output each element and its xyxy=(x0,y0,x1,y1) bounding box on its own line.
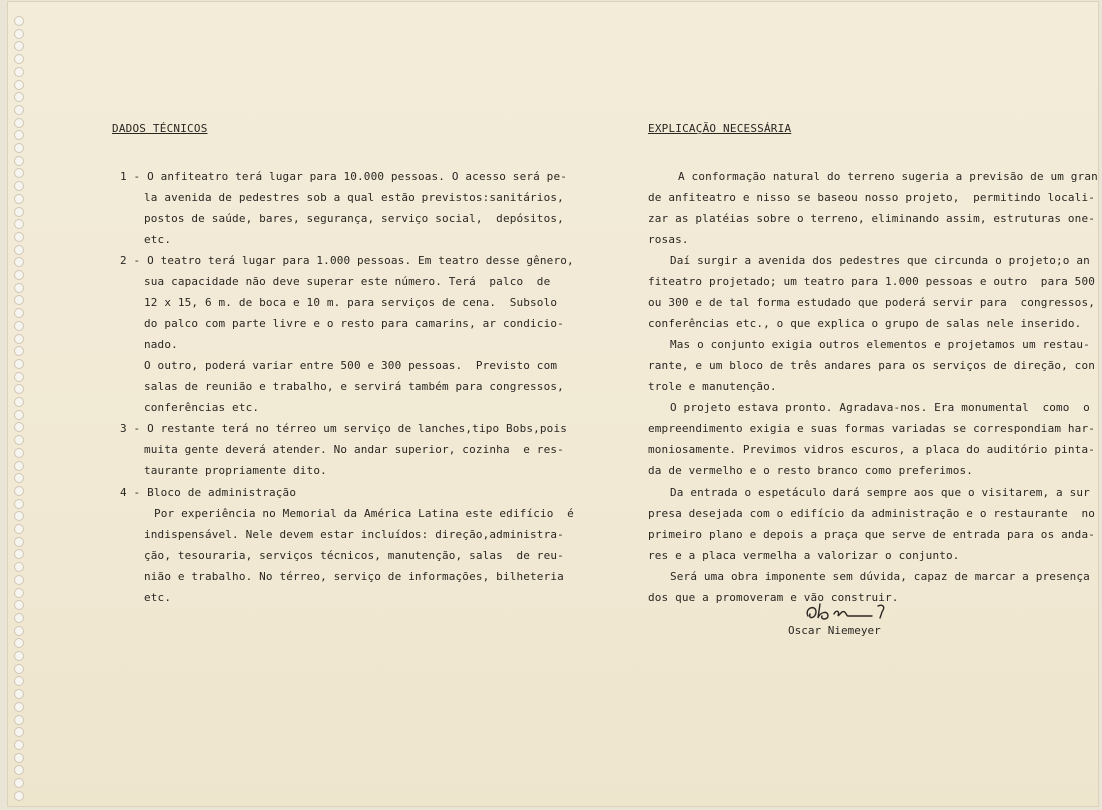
binder-hole xyxy=(14,588,24,598)
text-line: conferências etc. xyxy=(144,401,260,414)
binder-hole xyxy=(14,486,24,496)
binder-hole xyxy=(14,537,24,547)
technical-data-heading: DADOS TÉCNICOS xyxy=(112,122,208,135)
binder-hole xyxy=(14,194,24,204)
binder-hole xyxy=(14,562,24,572)
text-line: ou 300 e de tal forma estudado que poderá servir para congressos, xyxy=(648,296,1095,309)
binder-hole xyxy=(14,334,24,344)
binder-hole xyxy=(14,245,24,255)
binder-hole xyxy=(14,575,24,585)
text-line: primeiro plano e depois a praça que serve de entrada para os anda- xyxy=(648,528,1095,541)
text-line: etc. xyxy=(144,233,172,246)
binder-hole xyxy=(14,54,24,64)
binder-hole xyxy=(14,524,24,534)
binder-hole xyxy=(14,473,24,483)
text-line: zar as platéias sobre o terreno, eliminando assim, estruturas one- xyxy=(648,212,1095,225)
binder-hole xyxy=(14,664,24,674)
binder-hole xyxy=(14,702,24,712)
binder-hole xyxy=(14,321,24,331)
text-line: salas de reunião e trabalho, e servirá também para congressos, xyxy=(144,380,564,393)
binder-hole xyxy=(14,397,24,407)
text-line: postos de saúde, bares, segurança, serviço social, depósitos, xyxy=(144,212,564,225)
text-line: conferências etc., o que explica o grupo de salas nele inserido. xyxy=(648,317,1082,330)
binder-hole xyxy=(14,727,24,737)
binder-hole xyxy=(14,67,24,77)
text-line: taurante propriamente dito. xyxy=(144,464,327,477)
show-through-marks xyxy=(104,150,218,161)
binder-hole xyxy=(14,359,24,369)
binder-hole xyxy=(14,80,24,90)
binder-hole xyxy=(14,435,24,445)
text-line: Por experiência no Memorial da América Latina este edifício é xyxy=(154,507,574,520)
text-line: etc. xyxy=(144,591,172,604)
text-line: indispensável. Nele devem estar incluídos: direção,administra- xyxy=(144,528,564,541)
binder-hole xyxy=(14,765,24,775)
binder-hole xyxy=(14,740,24,750)
binder-hole xyxy=(14,207,24,217)
binder-hole xyxy=(14,270,24,280)
binder-hole xyxy=(14,29,24,39)
text-line: moniosamente. Previmos vidros escuros, a placa do auditório pinta- xyxy=(648,443,1095,456)
binder-hole xyxy=(14,118,24,128)
text-line: 4 - Bloco de administração xyxy=(120,486,297,499)
binder-hole xyxy=(14,422,24,432)
text-line: sua capacidade não deve superar este número. Terá palco de xyxy=(144,275,551,288)
binder-hole xyxy=(14,676,24,686)
text-line: 2 - O teatro terá lugar para 1.000 pessoas. Em teatro desse gênero, xyxy=(120,254,574,267)
binder-hole xyxy=(14,410,24,420)
text-line: fiteatro projetado; um teatro para 1.000 pessoas e outro para 500 xyxy=(648,275,1095,288)
text-line: O outro, poderá variar entre 500 e 300 pessoas. Previsto com xyxy=(144,359,558,372)
text-line: de anfiteatro e nisso se baseou nosso projeto, permitindo locali- xyxy=(648,191,1095,204)
text-line: do palco com parte livre e o resto para camarins, ar condicio- xyxy=(144,317,564,330)
binder-hole xyxy=(14,181,24,191)
binder-hole xyxy=(14,448,24,458)
binder-hole xyxy=(14,384,24,394)
binder-hole xyxy=(14,219,24,229)
text-line: rante, e um bloco de três andares para os serviços de direção, con xyxy=(648,359,1095,372)
text-line: A conformação natural do terreno sugeria a previsão de um gran xyxy=(678,170,1098,183)
text-line: Da entrada o espetáculo dará sempre aos que o visitarem, a sur xyxy=(670,486,1090,499)
binder-hole xyxy=(14,791,24,801)
text-line: 1 - O anfiteatro terá lugar para 10.000 pessoas. O acesso será pe- xyxy=(120,170,567,183)
text-line: 3 - O restante terá no térreo um serviço de lanches,tipo Bobs,pois xyxy=(120,422,567,435)
binder-hole xyxy=(14,346,24,356)
binder-hole xyxy=(14,549,24,559)
binder-hole xyxy=(14,461,24,471)
text-line: Será uma obra imponente sem dúvida, capaz de marcar a presença xyxy=(670,570,1090,583)
text-line: Mas o conjunto exigia outros elementos e projetamos um restau- xyxy=(670,338,1090,351)
binder-hole xyxy=(14,372,24,382)
text-line: nião e trabalho. No térreo, serviço de informações, bilheteria xyxy=(144,570,564,583)
binder-hole xyxy=(14,168,24,178)
binder-hole xyxy=(14,283,24,293)
binder-hole xyxy=(14,130,24,140)
binder-holes xyxy=(8,2,30,806)
text-line: res e a placa vermelha a valorizar o conjunto. xyxy=(648,549,960,562)
text-line: trole e manutenção. xyxy=(648,380,777,393)
binder-hole xyxy=(14,613,24,623)
binder-hole xyxy=(14,715,24,725)
text-line: Daí surgir a avenida dos pedestres que circunda o projeto;o an xyxy=(670,254,1090,267)
binder-hole xyxy=(14,156,24,166)
binder-hole xyxy=(14,499,24,509)
binder-hole xyxy=(14,232,24,242)
binder-hole xyxy=(14,308,24,318)
binder-hole xyxy=(14,689,24,699)
text-line: empreendimento exigia e suas formas variadas se correspondiam har- xyxy=(648,422,1095,435)
binder-hole xyxy=(14,600,24,610)
binder-hole xyxy=(14,105,24,115)
text-line: la avenida de pedestres sob a qual estão previstos:sanitários, xyxy=(144,191,564,204)
binder-hole xyxy=(14,626,24,636)
binder-hole xyxy=(14,638,24,648)
binder-hole xyxy=(14,92,24,102)
signatory-name: Oscar Niemeyer xyxy=(788,624,881,637)
typed-document-page xyxy=(8,2,1098,806)
handwritten-signature xyxy=(802,598,902,626)
text-line: dos que a promoveram e vão construir. xyxy=(648,591,899,604)
text-line: O projeto estava pronto. Agradava-nos. Era monumental como o xyxy=(670,401,1090,414)
text-line: 12 x 15, 6 m. de boca e 10 m. para serviços de cena. Subsolo xyxy=(144,296,558,309)
binder-hole xyxy=(14,143,24,153)
binder-hole xyxy=(14,41,24,51)
binder-hole xyxy=(14,753,24,763)
binder-hole xyxy=(14,511,24,521)
text-line: presa desejada com o edifício da administração e o restaurante no xyxy=(648,507,1095,520)
text-line: nado. xyxy=(144,338,178,351)
text-line: da de vermelho e o resto branco como preferimos. xyxy=(648,464,974,477)
explanation-heading: EXPLICAÇÃO NECESSÁRIA xyxy=(648,122,792,135)
binder-hole xyxy=(14,778,24,788)
binder-hole xyxy=(14,651,24,661)
binder-hole xyxy=(14,295,24,305)
text-line: muita gente deverá atender. No andar superior, cozinha e res- xyxy=(144,443,564,456)
binder-hole xyxy=(14,16,24,26)
text-line: rosas. xyxy=(648,233,689,246)
binder-hole xyxy=(14,257,24,267)
text-line: ção, tesouraria, serviços técnicos, manutenção, salas de reu- xyxy=(144,549,564,562)
